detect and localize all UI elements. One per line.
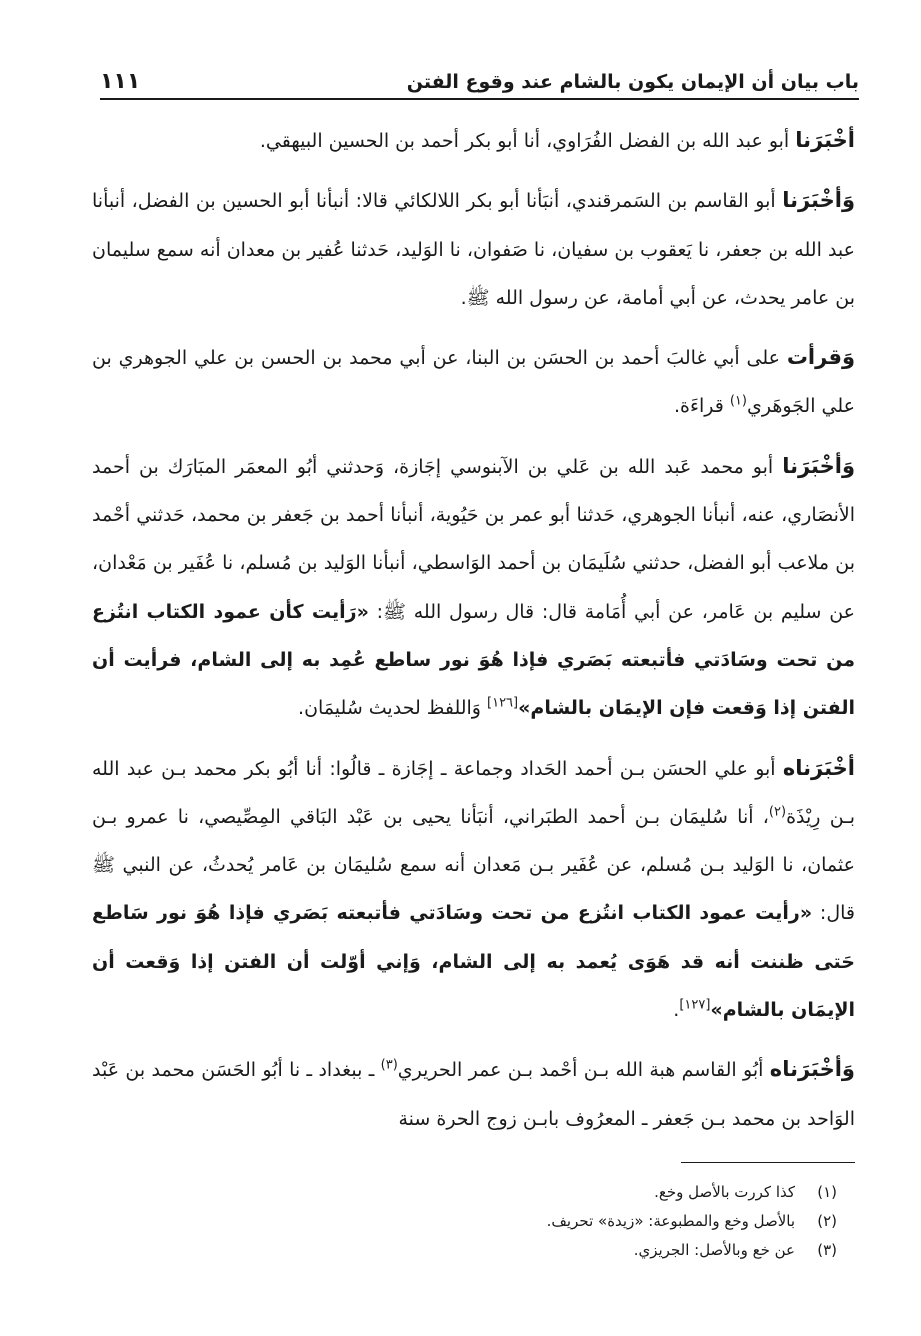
- main-text: [92, 116, 855, 1154]
- hadith-number: [١٢٦]: [487, 695, 519, 711]
- paragraph-lead: وَأخْبَرَنا: [782, 453, 855, 478]
- footnote-number: (١): [817, 1183, 837, 1201]
- footnote-number: (٢): [817, 1212, 837, 1230]
- paragraph-tail: وَاللفظ لحديث سُليمَان.: [298, 697, 488, 720]
- paragraph-text: أبو محمد عَبد الله بن عَلي بن الآبنوسي إجَازة، وَحدثني أبُو المعمَر المبَارَك بن أحمد الأنصَاري، عنه، أنبأنا الجوهري، حَدثنا أبو عمر بن حَيُوية، أنبأنا أحمد بن جَعفر بن محمد، حَدثني أحْمد بن ملاعب أبو الفضل، حدثني سُلَيمَان بن أحمد الوَاسطي، أنبأنا الوَليد بن مُسلم، نا عُفَير بن مَعْدان، عن سليم بن عَامر، عن أبي أُمَامة قال: قال رسول الله ﷺ:: [92, 455, 855, 623]
- paragraph-text: أبو عبد الله بن الفضل الفُرَاوي، أنا أبو بكر أحمد بن الحسين البيهقي.: [259, 130, 796, 152]
- paragraph-text: أبو القاسم بن السَمرقندي، أنبَأنا أبو بكر اللالكائي قالا: أنبأنا أبو الحسين بن الفضل، أنبأنا عبد الله بن جعفر، نا يَعقوب بن سفيان، نا صَفوان، نا الوَليد، حَدثنا عُفير بن معدان أنه سمع سليمان بن عامر يحدث، عن أبي أمامة، عن رسول الله ﷺ.: [92, 190, 855, 309]
- paragraph-lead: أخْبَرَناه: [782, 755, 855, 780]
- paragraph-tail: قراءَة.: [674, 395, 730, 418]
- chapter-title: باب بيان أن الإيمان يكون بالشام عند وقوع الفتن: [406, 71, 859, 93]
- paragraph-lead: وَأخْبَرَنا: [782, 188, 855, 213]
- paragraph-lead: أخْبَرَنا: [795, 128, 855, 152]
- page-header: [100, 62, 859, 96]
- hadith-quote: «رَأيت كأن عمود الكتاب انتُزع من تحت وسَادَتي فأتبعته بَصَري فإذا هُوَ نور ساطع عُمِد به إلى الشام، فرأيت أن الفتن إذا وَقعت فإن الإيمَان بالشام»: [92, 600, 855, 720]
- footnote-number: (٣): [817, 1241, 837, 1259]
- paragraph-5: [92, 744, 855, 1035]
- paragraph-lead: وَقرأت: [786, 345, 855, 370]
- paragraph-text: أبو علي الحسَن بـن أحمد الحَداد وجماعة ـ إجَازة ـ قالُوا: أنا أبُو بكر محمد بـن عبد الله بـن رِيْذَة: [92, 757, 856, 828]
- hadith-quote: «رأيت عمود الكتاب انتُزع من تحت وسَادَتي فأتبعته بَصَري فإذا هُوَ نور سَاطع حَتى ظننت أنه قد هَوَى يُعمد به إلى الشام، وَإني أوّلت أن الفتن إذا وَقعت أن الإيمَان بالشام»: [92, 902, 855, 1022]
- header-divider: [100, 98, 859, 100]
- paragraph-tail: .: [673, 999, 680, 1022]
- paragraph-text-continued: ، أنا سُليمَان بـن أحمد الطبَراني، أنبَأنا يحيى بن عَبْد البَاقي المِصِّيصي، نا عمرو بـن عثمان، نا الوَليد بـن مُسلم، عن عُفَير بـن مَعدان أنه سمع سُليمَان بن عَامر يُحدثُ، عن النبي ﷺ قال:: [92, 805, 855, 925]
- footnote-text: كذا كررت بالأصل وخع.: [654, 1183, 795, 1201]
- footnote-text: عن خع وبالأصل: الجريزي.: [633, 1241, 795, 1259]
- paragraph-1: [92, 116, 855, 165]
- paragraph-lead: وَأخْبَرَناه: [769, 1057, 855, 1082]
- page-number: ١١١: [100, 69, 141, 94]
- paragraph-6: [92, 1045, 855, 1143]
- footnote-item: [92, 1207, 837, 1236]
- paragraph-4: [92, 442, 855, 733]
- footnote-item: [92, 1236, 837, 1265]
- footnote-item: [92, 1178, 837, 1207]
- paragraph-2: [92, 176, 855, 322]
- paragraph-text-continued: ـ ببغداد ـ نا أبُو الحَسَن محمد بن عَبْد الوَاحد بن محمد بـن جَعفر ـ المعرُوف بابـن زوج الحرة سنة: [92, 1059, 855, 1130]
- footnote-text: بالأصل وخع والمطبوعة: «زيدة» تحريف.: [546, 1212, 795, 1230]
- footnote-divider: [681, 1162, 855, 1163]
- footnote-marker[interactable]: (١): [729, 394, 747, 410]
- paragraph-3: [92, 333, 855, 431]
- paragraph-text: على أبي غالبَ أحمد بن الحسَن بن البنا، عن أبي محمد بن الحسن بن علي الجوهري بن علي الجَوهَري: [92, 347, 855, 418]
- paragraph-text: أبُو القاسم هبة الله بـن أحْمد بـن عمر الحريري: [397, 1059, 770, 1082]
- footnote-marker[interactable]: (٣): [380, 1058, 398, 1074]
- hadith-number: [١٢٧]: [679, 997, 711, 1013]
- footnotes: [92, 1178, 837, 1265]
- footnote-marker[interactable]: (٢): [768, 804, 787, 820]
